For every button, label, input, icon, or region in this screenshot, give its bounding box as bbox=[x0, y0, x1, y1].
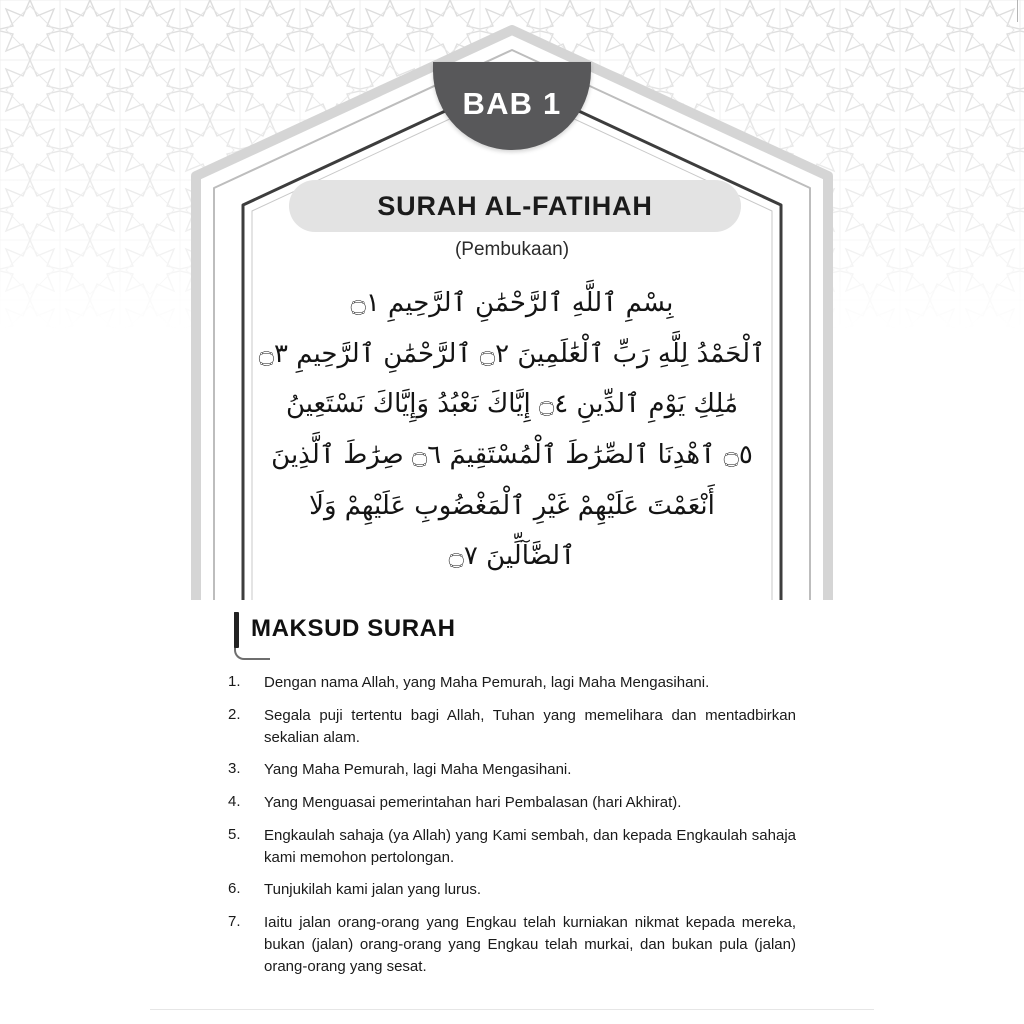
list-item-number: 6. bbox=[228, 880, 241, 898]
arabic-line: مَٰلِكِ يَوْمِ ٱلدِّينِ ۝٤ إِيَّاكَ نَعْبُدُ وَإِيَّاكَ نَسْتَعِينُ bbox=[285, 389, 738, 420]
list-item-number: 5. bbox=[228, 825, 241, 843]
list-item-number: 3. bbox=[228, 760, 241, 778]
arabic-line: ٱلْحَمْدُ لِلَّهِ رَبِّ ٱلْعَٰلَمِينَ ۝٢ ٱلرَّحْمَٰنِ ٱلرَّحِيمِ ۝٣ bbox=[258, 338, 766, 369]
list-item-number: 4. bbox=[228, 793, 241, 810]
list-item-text: Tunjukilah kami jalan yang lurus. bbox=[264, 881, 482, 899]
list-item bbox=[228, 672, 796, 694]
surah-subtitle: (Pembukaan) bbox=[454, 239, 570, 260]
arabic-line: ٱلضَّآلِّينَ ۝٧ bbox=[448, 541, 576, 572]
list-item bbox=[228, 912, 796, 977]
list-item bbox=[228, 759, 796, 781]
list-item-number: 7. bbox=[228, 913, 241, 930]
list-item bbox=[228, 792, 796, 814]
arabic-line: ۝٥ ٱهْدِنَا ٱلصِّرَٰطَ ٱلْمُسْتَقِيمَ ۝٦ صِرَٰطَ ٱلَّذِينَ bbox=[271, 440, 753, 471]
chapter-badge-label: BAB 1 bbox=[462, 85, 562, 121]
list-item-text: Yang Maha Pemurah, lagi Maha Mengasihani. bbox=[264, 761, 572, 779]
page-edge-mark bbox=[1017, 0, 1018, 22]
list-item bbox=[228, 879, 796, 901]
list-item bbox=[228, 705, 796, 749]
list-item-number: 1. bbox=[228, 673, 241, 690]
arabic-line: أَنْعَمْتَ عَلَيْهِمْ غَيْرِ ٱلْمَغْضُوبِ عَلَيْهِمْ وَلَا bbox=[309, 490, 715, 521]
list-item-number: 2. bbox=[228, 705, 241, 723]
list-item bbox=[228, 825, 796, 869]
list-item-text: Iaitu jalan orang-orang yang Engkau telah kurniakan nikmat kepada mereka, bukan (jalan) orang-orang yang Engkau telah murkai, dan bukan pula (jalan) orang-orang yang sesat. bbox=[264, 914, 796, 975]
surah-title: SURAH AL-FATIHAH bbox=[377, 190, 653, 221]
page-bottom-rule bbox=[150, 1009, 874, 1010]
section-accent-bar bbox=[234, 612, 239, 648]
section-heading-label: MAKSUD SURAH bbox=[251, 615, 456, 642]
list-item-text: Yang Menguasai pemerintahan hari Pembalasan (hari Akhirat). bbox=[264, 794, 682, 811]
arabic-verses bbox=[212, 278, 812, 582]
surah-title-pill bbox=[289, 180, 741, 232]
translation-list bbox=[228, 672, 796, 988]
arabic-line: بِسْمِ ٱللَّهِ ٱلرَّحْمَٰنِ ٱلرَّحِيمِ ۝١ bbox=[350, 288, 674, 318]
section-heading bbox=[234, 612, 456, 648]
list-item-text: Engkaulah sahaja (ya Allah) yang Kami sembah, dan kepada Engkaulah sahaja kami memohon pertolongan. bbox=[264, 826, 796, 866]
list-item-text: Dengan nama Allah, yang Maha Pemurah, lagi Maha Mengasihani. bbox=[264, 674, 710, 691]
list-item-text: Segala puji tertentu bagi Allah, Tuhan yang memelihara dan mentadbirkan sekalian alam. bbox=[264, 706, 796, 746]
